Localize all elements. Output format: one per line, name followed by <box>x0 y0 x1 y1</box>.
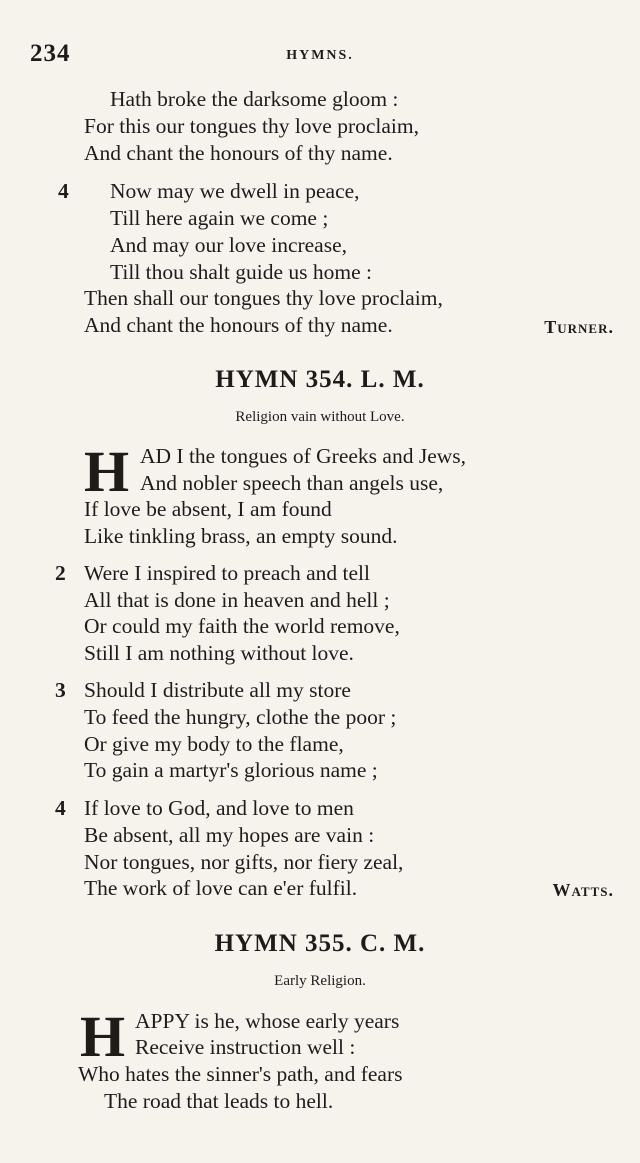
verse-line: If love be absent, I am found <box>84 497 332 521</box>
stanza-number: 2 <box>55 561 66 585</box>
running-title: HYMNS. <box>286 48 354 63</box>
verse-line: And may our love increase, <box>110 233 348 257</box>
page-number: 234 <box>30 40 71 67</box>
stanza-number: 4 <box>58 179 69 203</box>
verse-line: To gain a martyr's glorious name ; <box>84 758 378 782</box>
drop-cap: H <box>80 1004 126 1069</box>
verse-line: For this our tongues thy love proclaim, <box>84 114 420 138</box>
verse-line: Be absent, all my hopes are vain : <box>84 823 375 847</box>
verse-line: Still I am nothing without love. <box>84 641 354 665</box>
drop-cap: H <box>84 439 130 504</box>
verse-line: APPY is he, whose early years <box>135 1009 400 1033</box>
verse-line: Then shall our tongues thy love proclaim, <box>84 286 443 310</box>
verse-line: To feed the hungry, clothe the poor ; <box>84 705 397 729</box>
verse-line: Nor tongues, nor gifts, nor fiery zeal, <box>84 850 404 874</box>
hymn-subtitle: Early Religion. <box>274 973 366 989</box>
stanza-number: 3 <box>55 678 66 702</box>
page-header <box>30 40 610 72</box>
verse-line: Now may we dwell in peace, <box>110 179 360 203</box>
verse-line: Like tinkling brass, an empty sound. <box>84 524 398 548</box>
verse-line: Till thou shalt guide us home : <box>110 260 372 284</box>
verse-line: The road that leads to hell. <box>104 1089 334 1113</box>
verse-line: Were I inspired to preach and tell <box>84 561 371 585</box>
verse-line: AD I the tongues of Greeks and Jews, <box>140 444 467 468</box>
author-attribution: Watts. <box>552 880 614 900</box>
verse-line: Should I distribute all my store <box>84 678 351 702</box>
verse-line: If love to God, and love to men <box>84 796 354 820</box>
verse-line: Who hates the sinner's path, and fears <box>78 1062 403 1086</box>
hymn-title: HYMN 355. C. M. <box>214 930 426 957</box>
stanza-number: 4 <box>55 796 66 820</box>
verse-line: Till here again we come ; <box>110 206 329 230</box>
hymn-title: HYMN 354. L. M. <box>215 366 425 393</box>
verse-line: And chant the honours of thy name. <box>84 141 393 165</box>
verse-line: All that is done in heaven and hell ; <box>84 588 390 612</box>
verse-line: Or could my faith the world remove, <box>84 614 400 638</box>
verse-line: And nobler speech than angels use, <box>140 471 444 495</box>
verse-line: Receive instruction well : <box>135 1035 356 1059</box>
verse-line: Hath broke the darksome gloom : <box>110 87 399 111</box>
verse-line: Or give my body to the flame, <box>84 732 344 756</box>
hymn-subtitle: Religion vain without Love. <box>235 409 405 425</box>
verse-line: And chant the honours of thy name. <box>84 313 393 337</box>
verse-line: The work of love can e'er fulfil. <box>84 876 358 900</box>
author-attribution: Turner. <box>544 317 614 337</box>
